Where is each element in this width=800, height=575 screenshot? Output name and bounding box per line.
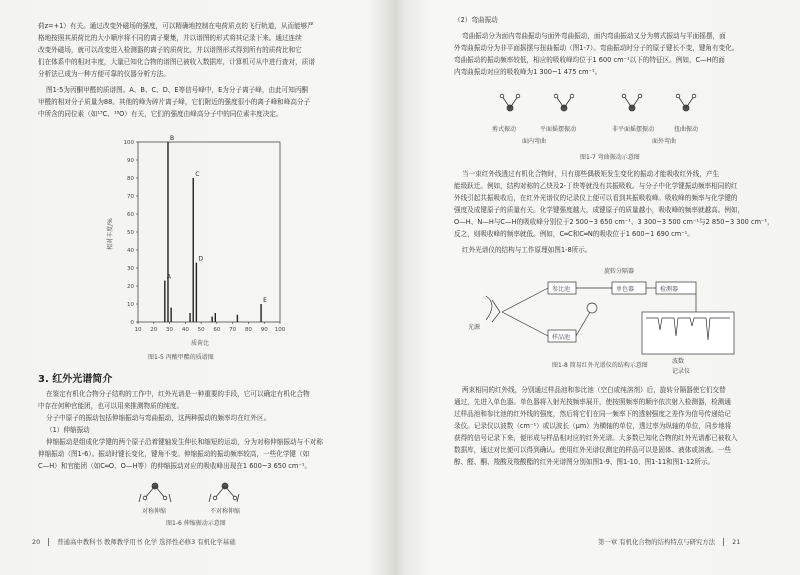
y-tick-label: 80 — [127, 176, 134, 182]
light-source-label: 光源 — [468, 324, 481, 331]
text-line: 数据库，通过对比便可以得到确认。使用红外光谱仪测定的样品可以是固体、液体或溶液。一些 — [454, 446, 731, 454]
text-line: 在鉴定有机化合物分子结构的工作中，红外光谱是一种重要的手段，它可以确定有机化合物 — [46, 390, 310, 398]
x-tick-label: 100 — [274, 327, 286, 333]
text-line: 通过，先进入单色器。单色器将入射光按频率展开，使按照频率的顺序依次射入检测器，检测通 — [454, 398, 731, 406]
symmetric-stretch-label: 对称伸缩 — [142, 508, 167, 515]
text-line: 内弯曲振动对应的吸收峰为1 300~1 475 cm⁻¹。 — [454, 68, 602, 76]
text-line: 弯曲振动的振动频率较低，相应的吸收峰均位于1 600 cm⁻¹以下的特征区。例如，C—H的面 — [454, 56, 725, 64]
rocking-molecule — [554, 94, 574, 111]
footer-divider — [48, 538, 49, 546]
y-tick-label: 0 — [130, 320, 134, 326]
beam-line — [502, 288, 548, 312]
text-line: 分析法已成为一种方便可靠的仪器分析方法。 — [38, 70, 170, 78]
text-line: 荷z=+1）有关。通过改变外磁场的强度，可以精确地控制在电荷质点的飞行轨道，从而能够严 — [38, 22, 314, 30]
text-line: 伸缩振动（图1-6）。振动时键长变化，键角不变。伸缩振动的振动频率较高，一些化学键（如 — [38, 450, 310, 458]
page-number: 21 — [732, 538, 741, 546]
y-tick-label: 60 — [127, 212, 134, 218]
peak-label: A — [166, 273, 171, 281]
out-of-plane-label: 面外弯曲 — [652, 138, 677, 145]
chapter-title: 第一章 有机化合物的结构特点与研究方法 — [598, 538, 716, 546]
x-tick-label: 20 — [150, 327, 158, 333]
x-tick-label: 80 — [244, 327, 252, 333]
peak-label: C — [195, 171, 200, 178]
x-tick-label: 10 — [134, 327, 142, 333]
plot-frame — [138, 142, 280, 322]
y-tick-label: 100 — [123, 140, 134, 146]
symmetric-stretch-molecule — [139, 483, 171, 502]
y-tick-label: 90 — [127, 158, 134, 164]
text-line: 们在体系中的相对丰度，大量已知化合物的谱图已被收入数据库，计算机可从中进行查对，质谱 — [38, 58, 315, 66]
figure-5-caption: 图1-5 丙酸甲酯的质谱图 — [148, 354, 214, 361]
text-line: 能级跃迁。例如，结构对称的乙炔及2-丁炔等就没有共振吸收。与分子中化学键振动频率相同的红 — [454, 182, 738, 190]
wagging-label: 非平面摇摆振动 — [612, 126, 655, 133]
scissoring-molecule — [500, 94, 520, 111]
subsection-title: （2）弯曲振动 — [454, 16, 498, 24]
y-tick-label: 70 — [127, 194, 134, 200]
right-page — [402, 0, 800, 575]
figure-8-caption: 图1-8 简易红外光谱仪的结构示意图 — [552, 362, 648, 369]
footer-right — [598, 537, 740, 546]
figure-7-caption: 图1-7 弯曲振动示意图 — [580, 154, 640, 161]
x-tick-label: 60 — [213, 327, 221, 333]
y-tick-label: 10 — [127, 302, 134, 308]
y-tick-label: 50 — [127, 230, 134, 236]
y-tick-label: 30 — [127, 266, 134, 272]
text-line: 中存在何种官能团，也可以用来推测物质的纯度。 — [38, 402, 184, 410]
x-tick-label: 40 — [181, 327, 189, 333]
text-line: 外线引起共振吸收后，在红外光谱仪的记录仪上便可以看到其振吸收峰。吸收峰的频率与化学键的 — [454, 194, 738, 202]
x-tick-label: 50 — [197, 327, 205, 333]
mass-spectrum-chart — [100, 124, 290, 350]
text-line: 分子中原子的振动包括伸缩振动与弯曲振动，这两种振动的频率均在红外区。 — [46, 414, 271, 422]
chart-ylabel: 相对丰度/% — [107, 218, 114, 250]
asymmetric-stretch-molecule — [209, 483, 239, 502]
text-line: 图1-5为丙酮甲醛的质谱图。A、B、C、D、E等信号峰中，E为分子离子峰，由此可知丙酮 — [46, 86, 309, 94]
text-line: 强度及成键原子的质量有关。化学键强度越大，成键原子的质量越小，吸收峰的频率就越高。例如， — [454, 206, 745, 214]
text-line: 当一束红外线透过有机化合物时，只有那些偶极矩发生变化的振动才能吸收红外线，产生 — [462, 170, 720, 178]
left-page — [0, 0, 398, 575]
wagging-molecule — [622, 94, 642, 111]
rotator-label: 旋转分隔器 — [604, 268, 635, 275]
figure-6-caption: 图1-6 伸缩振动示意图 — [166, 520, 226, 527]
in-plane-label: 面内弯曲 — [522, 138, 547, 145]
peak-label: E — [263, 297, 267, 304]
section-title: 3. 红外光谱简介 — [38, 374, 113, 385]
bending-vibration-figure — [482, 84, 712, 124]
text-line: 获得的信号记录下来，便形成与样品相对应的红外光谱。大多数已知化合物的红外光谱都已被收入 — [454, 434, 738, 442]
text-line: 录仪。记录仪以波数（cm⁻¹）或以波长（μm）为横轴的单位，透过率为纵轴的单位，同步地将 — [454, 422, 732, 430]
detector-label: 检测器 — [660, 286, 679, 293]
chart-xlabel: 质荷比 — [190, 340, 210, 347]
light-source-shape — [486, 296, 500, 322]
rotating-splitter — [587, 303, 597, 313]
rocking-label: 平面摇摆振动 — [540, 126, 577, 133]
text-line: 弯曲振动分为面内弯曲振动与面外弯曲振动，面内弯曲振动又分为剪式振动与平面摇摆，面 — [462, 32, 726, 40]
x-tick-label: 70 — [229, 327, 237, 333]
text-line: 两束相同的红外线，分别通过样品池和参比池（空白或纯溶剂）后，旋转分隔器使它们交替 — [462, 386, 726, 394]
recorder-label: 记录仪 — [672, 368, 691, 375]
text-line: 改变外磁场，就可以改变进入检测器的离子的质荷比，并以谱图形式得到所有的质荷比和它 — [38, 46, 302, 54]
beam-line — [502, 312, 548, 336]
footer-divider — [723, 538, 724, 546]
twisting-molecule — [676, 94, 696, 111]
peak-label: B — [169, 135, 175, 142]
text-line: 过样品池和参比池的红外线的强度，然后将它们在同一频率下的透射强度之差作为信号传递给记 — [454, 410, 731, 418]
text-line: 甲醛的相对分子质量为88。其他的峰为碎片离子峰，它们附近的强度很小的离子峰和峰高分子 — [38, 98, 311, 106]
peak-label: D — [198, 255, 204, 263]
text-line: 伸缩振动是组成化学键的两个原子沿着键轴发生伸长和缩短的运动，分为对称伸缩振动与不对称 — [46, 438, 323, 446]
twisting-label: 扭曲振动 — [674, 126, 699, 133]
text-line: 醇、醛、酮、羧酸及羧酸酯的红外光谱图分别如图1-9、图1-10、图1-11和图1-12所示。 — [454, 458, 715, 466]
reference-cell-label: 参比池 — [552, 286, 571, 293]
sample-cell-label: 样品池 — [552, 334, 571, 341]
wavenumber-label: 波数 — [672, 358, 685, 365]
y-tick-label: 20 — [127, 284, 134, 290]
y-tick-label: 40 — [127, 248, 134, 254]
text-line: 中所含的同位素（如¹³C、¹⁸O）有关，它们的强度由峰高分子中的同位素丰度决定。 — [38, 110, 283, 118]
text-line: 格地按照其质荷比的大小顺序将不同的离子聚集，并以谱图的形式将其记录下来。通过连续 — [38, 34, 302, 42]
x-tick-label: 30 — [166, 327, 174, 333]
x-tick-label: 90 — [260, 327, 268, 333]
chart-peaks — [165, 135, 267, 322]
text-line: 红外光谱仪的结构与工作原理如图1-8所示。 — [462, 246, 592, 254]
text-line: C—H）和官能团（如C═O、O—H等）的伸缩振动对应的吸收峰出现在1 600~3 650 cm⁻¹。 — [38, 462, 312, 470]
text-line: O—H、N—H与C—H的吸收峰分别位于2 500~3 650 cm⁻¹、3 300~3 500 cm⁻¹与2 850~3 300 cm⁻¹， — [454, 218, 774, 226]
asymmetric-stretch-label: 不对称伸缩 — [210, 508, 241, 515]
scissoring-label: 剪式振动 — [492, 126, 517, 133]
text-line: 反之，则吸收峰的频率就低。例如，C═C和C═N的吸收位于1 600~1 690 cm⁻¹。 — [454, 230, 694, 238]
footer-left — [32, 537, 236, 546]
book-title: 普通高中教科书 教师教学用书 化学 选择性必修3 有机化学基础 — [57, 538, 236, 546]
beam-line — [576, 312, 590, 336]
page-number: 20 — [32, 538, 41, 546]
text-line: 外弯曲振动分为非平面摇摆与扭曲振动（图1-7）。弯曲振动时分子的原子键长不变，键角有变化。 — [454, 44, 739, 52]
monochromator-label: 单色器 — [616, 286, 635, 293]
subsection-title: （1）伸缩振动 — [46, 426, 90, 434]
